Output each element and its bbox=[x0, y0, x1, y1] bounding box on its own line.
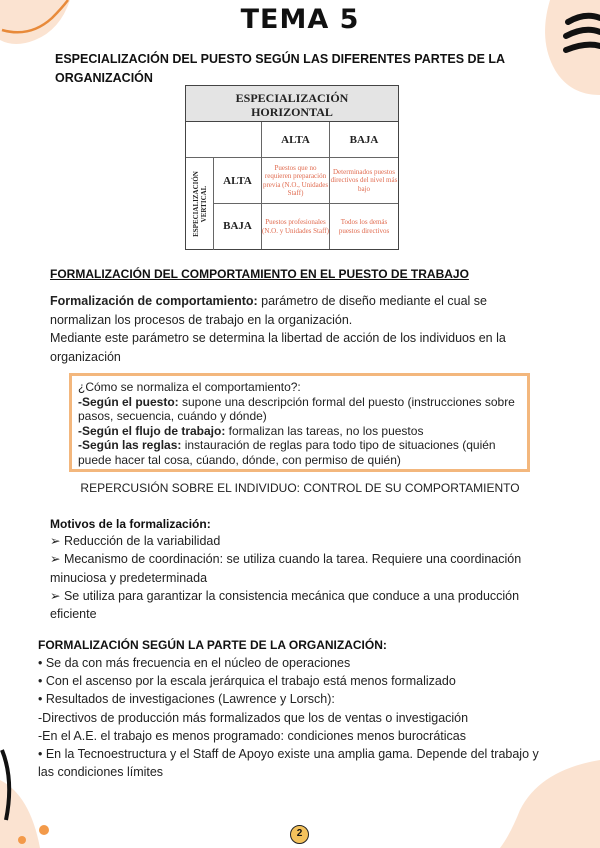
motivos-title: Motivos de la formalización: bbox=[50, 517, 211, 531]
table-header-horizontal bbox=[186, 86, 398, 122]
table-row-header-alta: ALTA bbox=[214, 158, 262, 204]
list-item: ➢ Reducción de la variabilidad bbox=[50, 534, 221, 548]
motivos-list bbox=[50, 532, 560, 623]
table-cell-baja-baja: Todos los demás puestos directivos bbox=[338, 218, 390, 235]
box-item3-term: -Según las reglas: bbox=[78, 438, 182, 452]
table-header-line1: ESPECIALIZACIÓN bbox=[235, 91, 349, 105]
definition-paragraph bbox=[50, 292, 540, 366]
page-number: 2 bbox=[290, 825, 309, 844]
table-col-header-alta: ALTA bbox=[262, 122, 330, 158]
section-heading-formalizacion: FORMALIZACIÓN DEL COMPORTAMIENTO EN EL PUESTO DE TRABAJO bbox=[50, 267, 469, 281]
table-cell-alta-baja: Determinados puestos directivos del nivel más bajo bbox=[330, 158, 398, 204]
list-item: • En la Tecnoestructura y el Staff de Apoyo existe una amplia gama. Depende del trabajo y las condiciones límites bbox=[38, 747, 539, 780]
vertical-label-line1: ESPECIALIZACIÓN bbox=[191, 171, 200, 237]
page-title: TEMA 5 bbox=[240, 4, 360, 35]
definition-text-2: Mediante este parámetro se determina la libertad de acción de los individuos en la organización bbox=[50, 331, 506, 364]
box-item2-term: -Según el flujo de trabajo: bbox=[78, 423, 226, 438]
box-item1-term: -Según el puesto: bbox=[78, 394, 179, 409]
table-cell-baja-alta: Puestos profesionales (N.O. y Unidades Staff) bbox=[262, 204, 330, 249]
list-item: ➢ Mecanismo de coordinación: se utiliza cuando la tarea. Requiere una coordinación minuciosa y predeterminada bbox=[50, 552, 522, 585]
vertical-label-line2: VERTICAL bbox=[199, 185, 208, 223]
box-item3-text: instauración de reglas para todo tipo de situaciones (quién puede hacer tal cosa, cúando, dónde, con permiso de quién) bbox=[78, 438, 496, 467]
list-item: -Directivos de producción más formalizados que los de ventas o investigación bbox=[38, 710, 469, 725]
table-vertical-label bbox=[186, 158, 214, 250]
section-heading-parte-organizacion: FORMALIZACIÓN SEGÚN LA PARTE DE LA ORGANIZACIÓN: bbox=[38, 638, 387, 652]
table-col-header-baja: BAJA bbox=[330, 122, 398, 158]
table-row-header-baja: BAJA bbox=[214, 204, 262, 249]
list-item: • Se da con más frecuencia en el núcleo de operaciones bbox=[38, 656, 351, 670]
definition-term: Formalización de comportamiento: bbox=[50, 294, 258, 308]
definition-text: parámetro de diseño mediante el cual se normalizan los procesos de trabajo en la organización. bbox=[50, 294, 487, 327]
repercusion-line: REPERCUSIÓN SOBRE EL INDIVIDUO: CONTROL DE SU COMPORTAMIENTO bbox=[80, 481, 520, 495]
table-header-line2: HORIZONTAL bbox=[251, 105, 333, 119]
list-item: -En el A.E. el trabajo es menos programado: condiciones menos burocráticas bbox=[38, 728, 467, 743]
box-question: ¿Cómo se normaliza el comportamiento?: bbox=[78, 380, 301, 394]
table-cell-alta-alta: Puestos que no requieren preparación previa (N.O., Unidades Staff) bbox=[262, 158, 330, 204]
section-heading-especializacion: ESPECIALIZACIÓN DEL PUESTO SEGÚN LAS DIFERENTES PARTES DE LA ORGANIZACIÓN bbox=[55, 52, 505, 85]
list-item: • Resultados de investigaciones (Lawrence y Lorsch): bbox=[38, 692, 335, 707]
specialization-table bbox=[185, 85, 399, 250]
parte-organizacion-list bbox=[38, 654, 558, 781]
list-item: • Con el ascenso por la escala jerárquica el trabajo está menos formalizado bbox=[38, 674, 456, 689]
list-item: ➢ Se utiliza para garantizar la consistencia mecánica que conduce a una producción eficiente bbox=[50, 588, 520, 622]
box-item2-text: formalizan las tareas, no los puestos bbox=[225, 423, 424, 438]
table-corner-cell bbox=[186, 122, 262, 158]
normalization-box bbox=[69, 373, 530, 472]
box-item1-text: supone una descripción formal del puesto (instrucciones sobre pasos, secuencia, cuándo y dónde) bbox=[78, 394, 515, 423]
